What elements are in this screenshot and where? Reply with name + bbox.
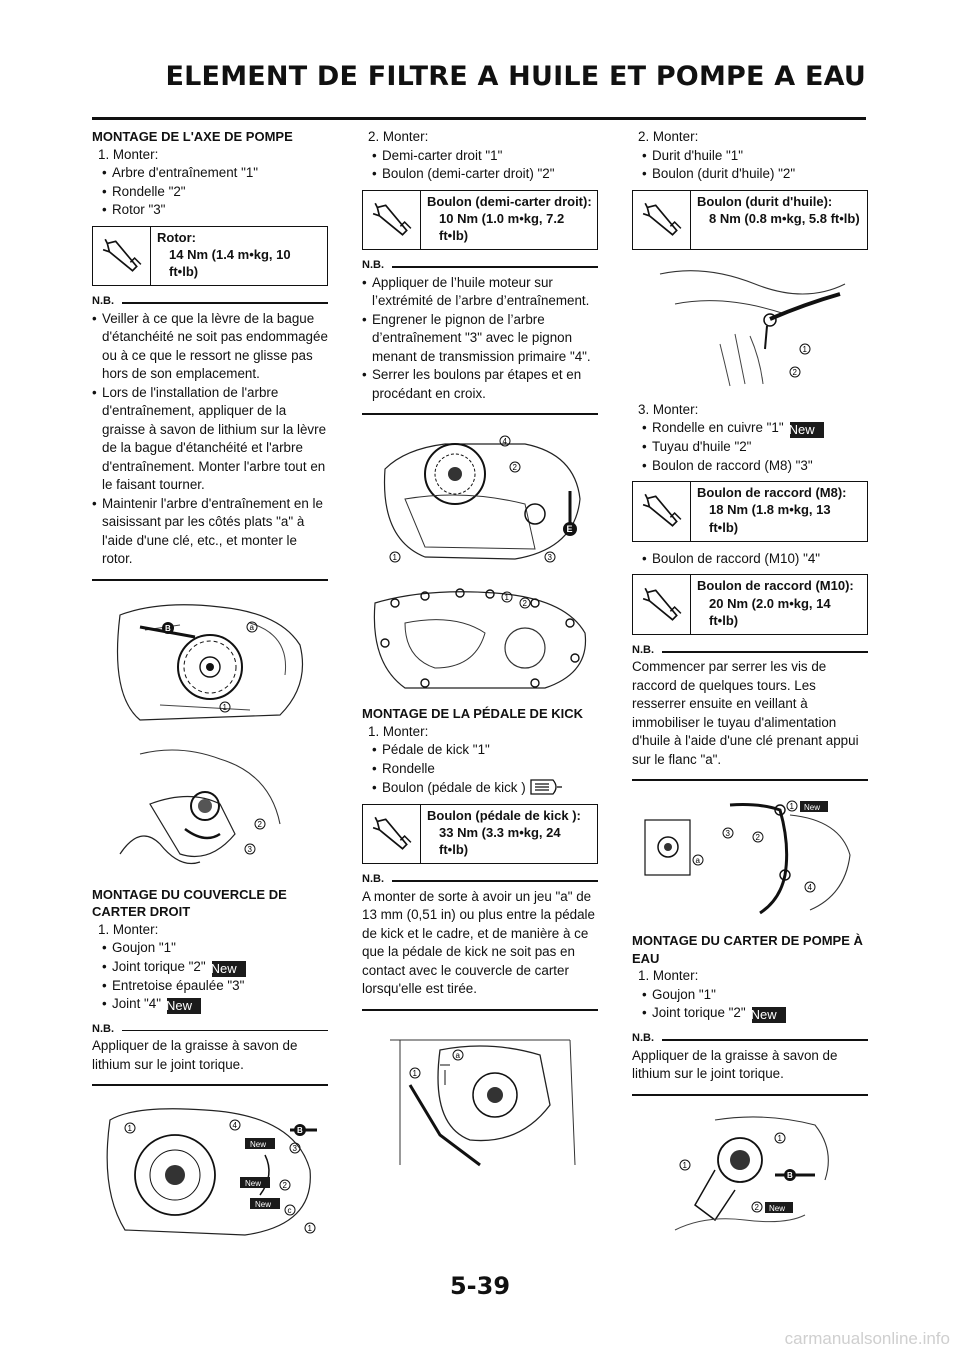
svg-text:New: New: [250, 1140, 267, 1150]
column-1: [92, 128, 328, 1240]
step-label: 1. Monter:: [638, 968, 699, 984]
callout-label: a: [249, 622, 254, 632]
figure-oil-hose: [645, 264, 855, 389]
callout-label: 1: [789, 802, 794, 812]
callout-label: 3: [547, 553, 552, 563]
torque-spec-box: [632, 190, 868, 250]
section-heading: MONTAGE DE LA PÉDALE DE KICK: [362, 706, 584, 722]
step-label: 1. Monter:: [98, 921, 159, 937]
torque-wrench-icon: [371, 813, 413, 855]
torque-wrench-icon: [101, 235, 143, 277]
list-item: • Tuyau d'huile "2": [632, 438, 868, 457]
note-label: N.B.: [632, 1032, 654, 1045]
callout-label: 1: [412, 1068, 417, 1078]
rotor-gear: [178, 635, 242, 699]
note-item: • Lors de l'installation de l'arbre d'entraînement, appliquer de la graisse à savon de lithium sur la lèvre de la bague d'étanchéité et l'arbre d'entraînement. Monter l'arbre tout en le faisant tourner.: [92, 384, 328, 495]
callout-label: 3: [247, 844, 252, 854]
spec-label: Boulon de raccord (M10):: [697, 578, 854, 594]
list-item: • Boulon (pédale de kick ): [362, 778, 598, 798]
torque-spec-box: [362, 190, 598, 251]
figure-rotor-install: [100, 595, 320, 730]
figure-crankcase-half: [365, 429, 595, 569]
note-text: Appliquer de la graisse à savon de lithium sur le joint torique.: [632, 1047, 838, 1082]
list-item: • Arbre d'entraînement "1": [92, 164, 328, 183]
torque-spec-box: [92, 226, 328, 287]
spec-value: 33 Nm (3.3 m•kg, 24 ft•lb): [439, 824, 561, 858]
note-item: • Serrer les boulons par étapes et en procédant en croix.: [362, 366, 598, 403]
callout-label: 2: [257, 819, 262, 829]
section-heading: MONTAGE DU CARTER DE POMPE À EAU: [632, 933, 863, 966]
callout-label: 2: [522, 599, 527, 609]
callout-label: 1: [307, 1224, 312, 1234]
callout-label: 4: [502, 437, 507, 447]
spec-label: Rotor:: [157, 229, 196, 245]
torque-spec-box: [632, 574, 868, 635]
callout-label: 1: [682, 1160, 687, 1170]
spec-label: Boulon (pédale de kick ):: [427, 807, 581, 823]
callout-label: 3: [725, 829, 730, 839]
callout-label: 1: [504, 593, 509, 603]
thread-locker-icon: [529, 778, 563, 796]
step-label: 2. Monter:: [368, 129, 429, 144]
list-item: • Durit d'huile "1": [632, 147, 868, 166]
note-item: • Appliquer de l’huile moteur sur l’extrémité de l’arbre d’entraînement.: [362, 274, 598, 311]
note-text: Commencer par serrer les vis de raccord de quelques tours. Les resserrer ensuite en veillant à immobiliser le tuyau d'alimentation d'huile à l'aide d'une clé prenant appui sur le flanc "a".: [632, 659, 859, 767]
spec-value: 14 Nm (1.4 m•kg, 10 ft•lb): [169, 246, 291, 280]
note-label: N.B.: [92, 1023, 114, 1036]
note-label: N.B.: [92, 295, 114, 308]
step-label: 1. Monter:: [98, 146, 159, 162]
svg-text:New: New: [804, 803, 821, 813]
figure-crankcase-bolts: [365, 583, 595, 693]
svg-text:B: B: [787, 1170, 793, 1180]
callout-label: 2: [282, 1181, 287, 1191]
note-block: [632, 643, 868, 781]
spec-label: Boulon de raccord (M8):: [697, 485, 847, 500]
figure-oil-seal: [110, 744, 310, 874]
note-block: [92, 1022, 328, 1086]
callout-label: a: [695, 856, 700, 866]
list-item: • Boulon (demi-carter droit) "2": [362, 165, 598, 184]
figure-kick-pedal: [370, 1025, 590, 1175]
callout-label: 1: [222, 702, 227, 712]
list-item: • Rondelle "2": [92, 183, 328, 202]
list-item: • Goujon "1": [632, 986, 868, 1005]
callout-label: 2: [754, 1202, 759, 1212]
callout-label: 1: [127, 1124, 132, 1134]
note-label: N.B.: [362, 259, 384, 272]
note-label: N.B.: [362, 873, 384, 886]
torque-wrench-icon: [641, 490, 683, 532]
note-block: [362, 258, 598, 415]
column-3: [632, 128, 868, 1235]
new-part-badge: New: [212, 961, 246, 977]
callout-label: c: [287, 1206, 292, 1216]
note-block: [362, 872, 598, 1010]
list-item: • Demi-carter droit "1": [362, 147, 598, 166]
callout-label: 3: [292, 1144, 297, 1154]
list-item: • Joint torique "2" New: [632, 1004, 868, 1023]
list-item: • Rondelle en cuivre "1" New: [632, 419, 868, 438]
list-item: • Rondelle: [362, 760, 598, 779]
spec-value: 20 Nm (2.0 m•kg, 14 ft•lb): [709, 595, 831, 628]
figure-crankcase-cover: [95, 1100, 325, 1240]
section-heading: MONTAGE DU COUVERCLE DE CARTER DROIT: [92, 886, 287, 920]
list-item: • Joint torique "2" New: [92, 958, 328, 977]
step-label: 1. Monter:: [368, 723, 429, 739]
torque-wrench-icon: [371, 199, 413, 241]
callout-label: a: [455, 1050, 460, 1060]
spec-value: 8 Nm (0.8 m•kg, 5.8 ft•lb): [709, 210, 860, 226]
note-item: • Maintenir l'arbre d'entraînement en le saisissant par les côtés plats "a" à l'aide d'une clé, etc., et monter le rotor.: [92, 495, 328, 569]
list-item: • Boulon de raccord (M8) "3": [632, 457, 868, 476]
list-item: • Boulon (durit d'huile) "2": [632, 165, 868, 184]
spec-value: 18 Nm (1.8 m•kg, 13 ft•lb): [709, 502, 831, 535]
list-item: • Joint "4" New: [92, 995, 328, 1014]
page-number: 5-39: [449, 1272, 511, 1300]
callout-label: 1: [777, 1133, 782, 1143]
torque-spec-box: [632, 481, 868, 542]
callout-label: 1: [802, 344, 807, 354]
list-item: • Boulon de raccord (M10) "4": [632, 550, 868, 569]
page-title: ELEMENT DE FILTRE A HUILE ET POMPE A EAU: [165, 61, 866, 92]
callout-label: 2: [792, 367, 797, 377]
new-part-badge: New: [752, 1007, 786, 1023]
note-block: [92, 294, 328, 580]
spec-value: 10 Nm (1.0 m•kg, 7.2 ft•lb): [439, 210, 565, 244]
torque-wrench-icon: [641, 584, 683, 626]
list-item: • Pédale de kick "1": [362, 741, 598, 760]
svg-text:B: B: [165, 623, 171, 633]
svg-text:New: New: [255, 1200, 272, 1210]
callout-label: 2: [755, 833, 760, 843]
note-text: A monter de sorte à avoir un jeu "a" de 13 mm (0,51 in) ou plus entre la pédale de kick et le cadre, et de manière à ce que la pédale de kick ne soit pas en contact avec le couvercle de carter lorsqu'elle est tirée.: [362, 888, 595, 997]
callout-label: 2: [512, 463, 517, 473]
note-label: N.B.: [632, 644, 654, 657]
new-part-badge: New: [167, 998, 201, 1014]
lubricant-marker: E: [566, 524, 573, 535]
note-text: Appliquer de la graisse à savon de lithium sur le joint torique.: [92, 1038, 298, 1072]
list-item: • Goujon "1": [92, 939, 328, 958]
list-item: • Rotor "3": [92, 201, 328, 220]
section-heading: MONTAGE DE L'AXE DE POMPE: [92, 129, 293, 144]
new-part-badge: New: [790, 422, 824, 438]
spec-label: Boulon (demi-carter droit):: [427, 193, 592, 209]
torque-wrench-icon: [641, 199, 683, 241]
watermark: carmanualsonline.info: [784, 1328, 950, 1348]
list-item: • Entretoise épaulée "3": [92, 977, 328, 996]
svg-text:New: New: [245, 1179, 262, 1189]
torque-spec-box: [362, 804, 598, 865]
svg-text:B: B: [297, 1126, 303, 1136]
callout-label: 1: [392, 553, 397, 563]
spec-label: Boulon (durit d'huile):: [697, 193, 833, 209]
callout-label: 4: [232, 1121, 237, 1131]
figure-oil-pipe: [640, 795, 860, 920]
callout-label: 4: [807, 883, 812, 893]
svg-text:New: New: [769, 1203, 786, 1213]
figure-water-pump-housing: [655, 1110, 845, 1235]
note-item: • Veiller à ce que la lèvre de la bague d'étanchéité ne soit pas endommagée ou à ce que le ressort ne glisse pas hors de son emplacement.: [92, 310, 328, 384]
note-item: • Engrener le pignon de l’arbre d’entraînement "3" avec le pignon menant de transmission primaire "4".: [362, 311, 598, 367]
step-label: 2. Monter:: [638, 129, 699, 144]
column-2: [362, 128, 598, 1175]
note-block: [632, 1031, 868, 1095]
title-rule: [92, 117, 866, 120]
step-label: 3. Monter:: [638, 401, 699, 417]
